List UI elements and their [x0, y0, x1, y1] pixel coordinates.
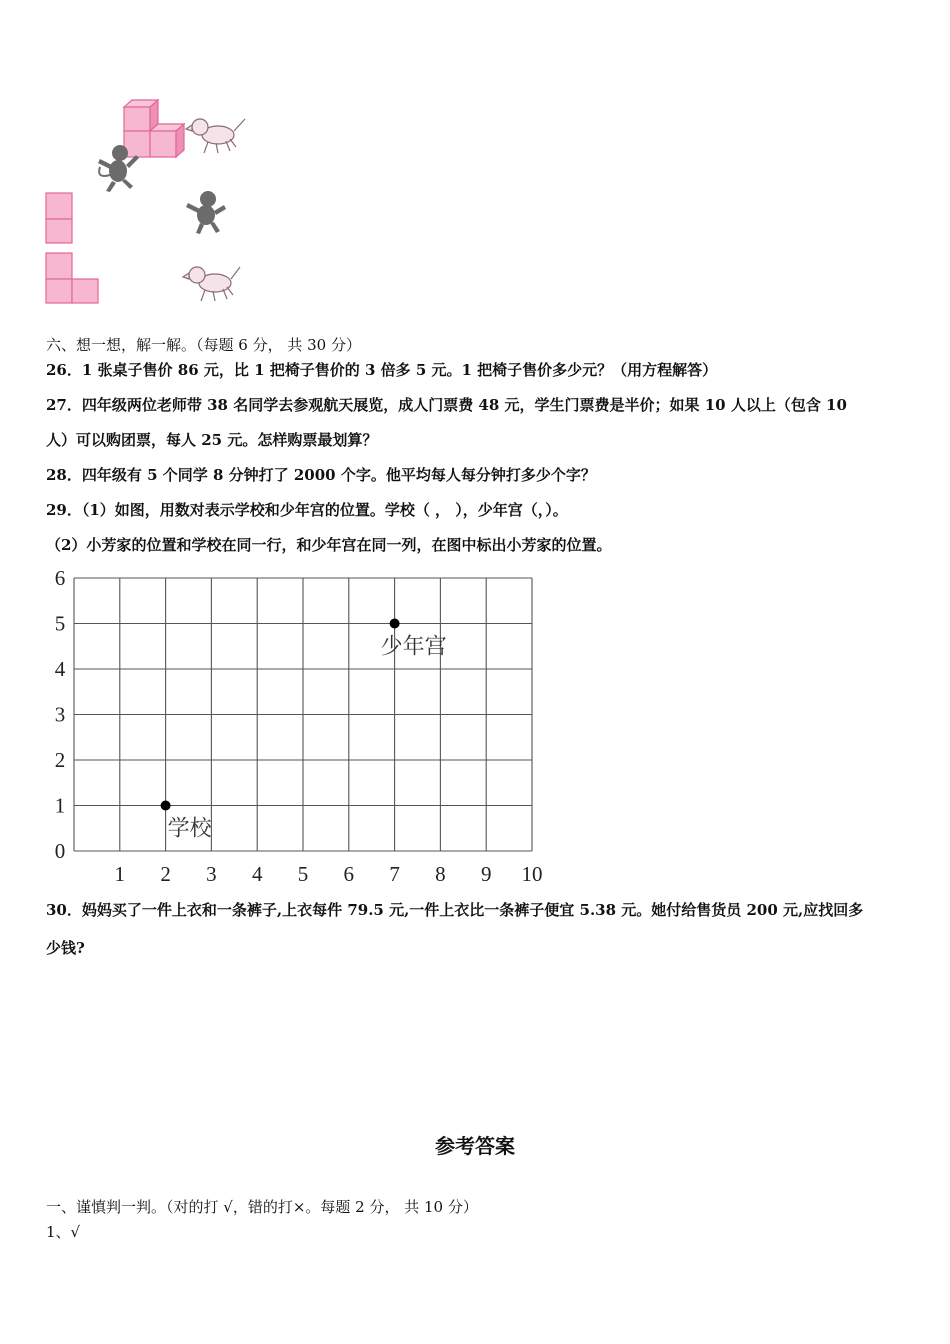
- x-tick-label: 10: [521, 862, 543, 886]
- answer-item-1: 1、√: [46, 1223, 81, 1241]
- y-axis-labels: [55, 566, 66, 863]
- y-tick-label: 0: [54, 839, 66, 863]
- question-30-line1: 30．妈妈买了一件上衣和一条裤子,上衣每件 79.5 元,一件上衣比一条裤子便宜 5.38 元。她付给售货员 200 元,应找回多: [46, 901, 864, 919]
- question-30-line2: 少钱?: [46, 939, 85, 957]
- dog-icon-2: [183, 267, 240, 301]
- y-tick-label: 1: [54, 793, 66, 818]
- grid-point: [390, 619, 400, 629]
- question-28: 28．四年级有 5 个同学 8 分钟打了 2000 个字。他平均每人每分钟打多少个字？: [46, 466, 596, 484]
- cube-stack-3d: [124, 100, 184, 157]
- y-tick-label: 5: [54, 611, 66, 636]
- x-tick-label: 8: [435, 862, 446, 886]
- question-27-line1: 27．四年级两位老师带 38 名同学去参观航天展览，成人门票费 48 元，学生门票费是半价；如果 10 人以上（包含 10: [46, 396, 847, 414]
- x-tick-label: 1: [114, 862, 126, 886]
- grid-lines: [74, 578, 532, 851]
- answer-section-heading: 一、谨慎判一判。（对的打 √，错的打×。每题 2 分， 共 10 分）: [46, 1198, 478, 1216]
- side-view-shape: [46, 253, 98, 303]
- y-tick-label: 4: [54, 657, 66, 681]
- question-29-part1: 29．（1）如图，用数对表示学校和少年宫的位置。学校（ ， ），少年宫（，）。: [46, 501, 568, 519]
- dog-icon: [186, 119, 245, 153]
- x-tick-label: 5: [297, 862, 309, 886]
- cube-view-figure: [40, 95, 260, 310]
- x-tick-label: 6: [343, 862, 355, 886]
- grid-point: [161, 801, 171, 811]
- front-view-shape: [46, 193, 72, 243]
- section-heading: 六、想一想，解一解。（每题 6 分， 共 30 分）: [46, 336, 361, 354]
- y-tick-label: 3: [54, 702, 66, 727]
- x-tick-label: 7: [389, 862, 400, 886]
- grid-point-label: 学校: [167, 816, 212, 842]
- answer-title: 参考答案: [435, 1134, 515, 1158]
- x-tick-label: 3: [206, 862, 217, 886]
- question-29-part2: （2）小芳家的位置和学校在同一行，和少年宫在同一列，在图中标出小芳家的位置。: [46, 536, 612, 554]
- x-tick-label: 2: [160, 862, 171, 886]
- monkey-icon-2: [186, 191, 226, 234]
- question-26: 26．1 张桌子售价 86 元，比 1 把椅子售价的 3 倍多 5 元。1 把椅子售价多少元？（用方程解答）: [46, 361, 718, 379]
- question-27-line2: 人）可以购团票，每人 25 元。怎样购票最划算？: [46, 431, 378, 449]
- x-tick-label: 4: [251, 862, 263, 886]
- coordinate-grid: [40, 565, 550, 890]
- x-axis-labels: [115, 862, 543, 886]
- x-tick-label: 9: [480, 862, 492, 886]
- y-tick-label: 2: [54, 748, 66, 772]
- grid-points: [161, 619, 447, 842]
- y-tick-label: 6: [54, 566, 66, 590]
- grid-point-label: 少年宫: [380, 634, 447, 660]
